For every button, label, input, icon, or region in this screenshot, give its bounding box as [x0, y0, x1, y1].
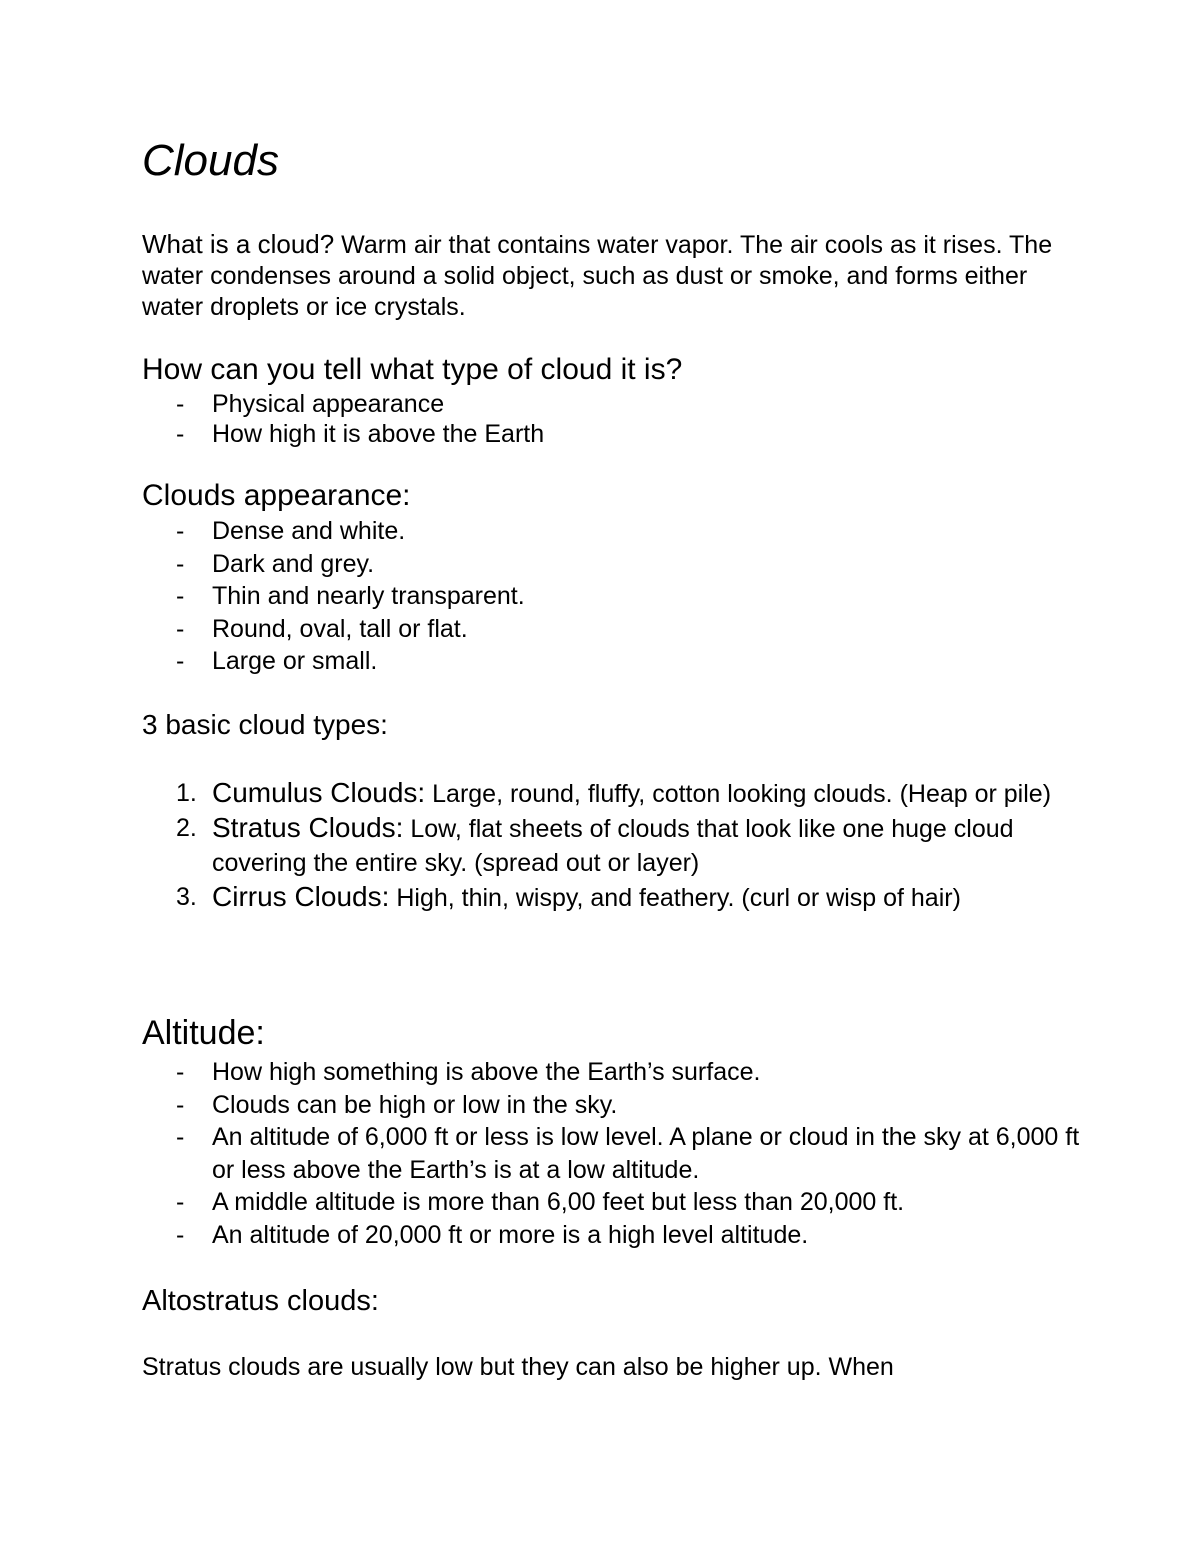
list-dash: -	[176, 517, 185, 545]
list-item: - A middle altitude is more than 6,00 feet but less than 20,000 ft.	[142, 1186, 1082, 1219]
list-item	[142, 880, 1082, 915]
list-item	[142, 776, 1082, 811]
altitude-list	[142, 1056, 1082, 1251]
list-item: - Thin and nearly transparent.	[142, 580, 1082, 613]
list-dash: -	[176, 1188, 185, 1216]
basic-types-list	[142, 776, 1082, 915]
list-number: 3.	[176, 883, 197, 911]
cloud-term: Stratus Clouds:	[212, 812, 404, 843]
cloud-term: Cirrus Clouds:	[212, 881, 390, 912]
list-dash: -	[176, 1058, 185, 1086]
cloud-term: Cumulus Clouds:	[212, 777, 426, 808]
list-dash: -	[176, 1090, 185, 1119]
list-dash: -	[176, 582, 185, 610]
list-item: - An altitude of 20,000 ft or more is a high level altitude.	[142, 1219, 1082, 1252]
list-dash: -	[176, 549, 185, 578]
altitude-heading: Altitude:	[142, 1014, 265, 1052]
list-dash: -	[176, 420, 185, 448]
list-item: - Round, oval, tall or flat.	[142, 613, 1082, 646]
altostratus-heading: Altostratus clouds:	[142, 1285, 379, 1317]
intro-paragraph	[142, 229, 1072, 323]
list-item: - Large or small.	[142, 645, 1082, 678]
appearance-heading: Clouds appearance:	[142, 479, 411, 512]
cloud-type-heading: How can you tell what type of cloud it is?	[142, 353, 683, 386]
list-dash: -	[176, 390, 185, 418]
list-dash: -	[176, 1220, 185, 1249]
list-dash: -	[176, 614, 185, 643]
basic-types-heading: 3 basic cloud types:	[142, 709, 388, 740]
altostratus-paragraph: Stratus clouds are usually low but they can also be higher up. When	[142, 1353, 894, 1381]
list-dash: -	[176, 1123, 185, 1151]
cloud-type-list	[142, 389, 1082, 449]
list-item: - How high something is above the Earth’s surface.	[142, 1056, 1082, 1089]
list-item: - An altitude of 6,000 ft or less is low level. A plane or cloud in the sky at 6,000 ft or less above the Earth’s is at a low altitude.	[176, 1123, 1080, 1184]
cloud-description: High, thin, wispy, and feathery. (curl or wisp of hair)	[389, 884, 961, 912]
cloud-description: Low, flat sheets of clouds that look like one huge cloud covering the entire sky. (spread out or layer)	[212, 815, 1014, 877]
intro-answer: Warm air that contains water vapor. The air cools as it rises. The water condenses around a solid object, such as dust or smoke, and forms either water droplets or ice crystals.	[142, 231, 1053, 321]
intro-question: What is a cloud?	[142, 229, 335, 259]
list-item: - Dense and white.	[142, 515, 1082, 548]
document-title: Clouds	[142, 136, 279, 185]
list-item: - Clouds can be high or low in the sky.	[142, 1089, 1082, 1122]
appearance-list	[142, 515, 1082, 678]
list-number: 1.	[176, 779, 197, 807]
list-dash: -	[176, 647, 185, 675]
cloud-description: Large, round, fluffy, cotton looking clouds. (Heap or pile)	[425, 780, 1052, 808]
list-item	[142, 811, 1082, 880]
list-item: - How high it is above the Earth	[176, 420, 545, 448]
list-item: - Physical appearance	[176, 390, 445, 418]
list-number: 2.	[176, 814, 197, 842]
list-item: - Dark and grey.	[142, 548, 1082, 581]
